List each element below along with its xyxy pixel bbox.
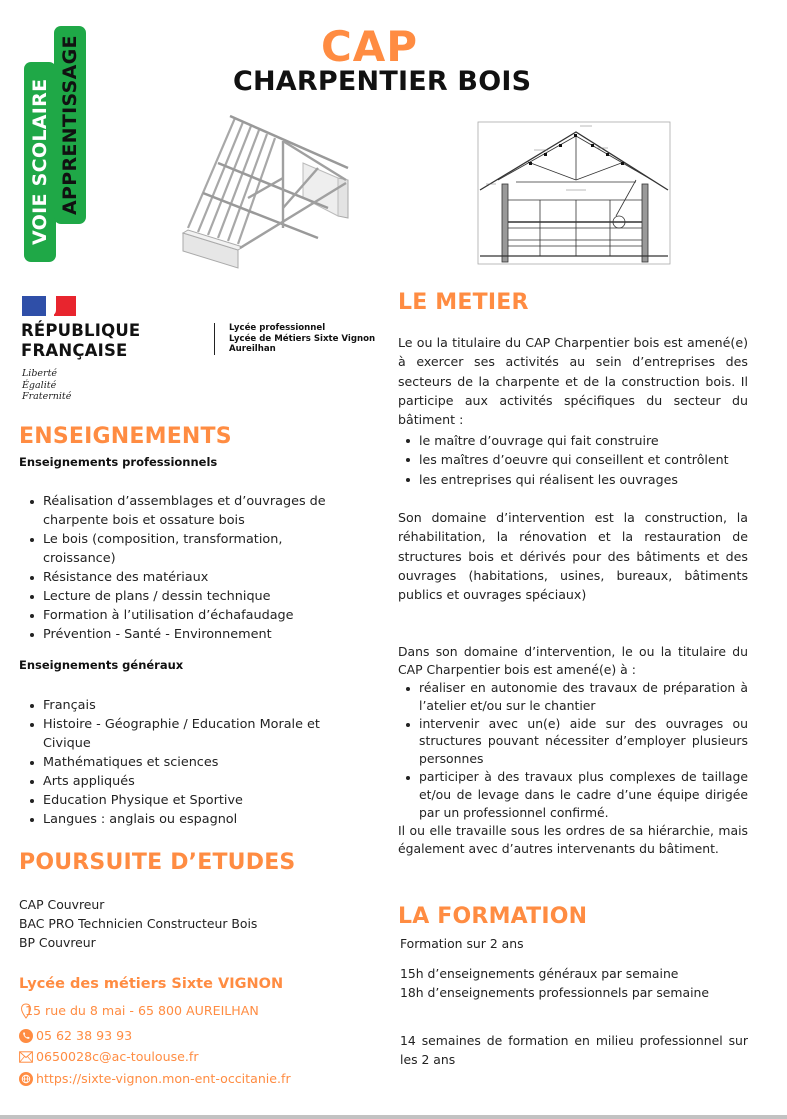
page-subtitle: CHARPENTIER BOIS xyxy=(233,66,532,97)
poursuite-heading: POURSUITE D’ETUDES xyxy=(19,850,296,875)
formation-stage: 14 semaines de formation en milieu professionnel sur les 2 ans xyxy=(400,1033,748,1067)
poursuite-list xyxy=(19,895,257,952)
formation-duree: Formation sur 2 ans xyxy=(400,936,524,951)
contact-website[interactable] xyxy=(19,1071,291,1086)
list-item: Prévention - Santé - Environnement xyxy=(22,625,367,644)
list-item: Arts appliqués xyxy=(22,772,367,791)
metier-conclusion: Il ou elle travaille sous les ordres de sa hiérarchie, mais également avec d’autres intervenants du bâtiment. xyxy=(398,823,748,856)
phone-text: 05 62 38 93 93 xyxy=(36,1028,133,1043)
list-item: Le bois (composition, transformation, croissance) xyxy=(22,530,367,568)
contact-phone[interactable] xyxy=(19,1028,132,1043)
list-item: le maître d’ouvrage qui fait construire xyxy=(398,431,748,450)
globe-icon xyxy=(19,1072,33,1086)
contact-school-name: Lycée des métiers Sixte VIGNON xyxy=(19,976,284,992)
list-item: Langues : anglais ou espagnol xyxy=(22,810,367,829)
list-item: Lecture de plans / dessin technique xyxy=(22,587,367,606)
formation-heures-pro: 18h d’enseignements professionnels par semaine xyxy=(400,985,710,1000)
school-line-1: Lycée professionnel xyxy=(229,323,326,333)
formation-heures-generales: 15h d’enseignements généraux par semaine xyxy=(400,966,679,981)
roof-truss-illustration xyxy=(178,108,363,270)
metier-dans-intro: Dans son domaine d’intervention, le ou la titulaire du CAP Charpentier bois est amené(e) à : xyxy=(398,644,748,677)
voie-scolaire-label: VOIE SCOLAIRE xyxy=(24,62,56,262)
metier-taches-list xyxy=(398,679,748,821)
list-item: Mathématiques et sciences xyxy=(22,753,367,772)
motto-fraternite: Fraternité xyxy=(22,391,72,402)
formation-heading: LA FORMATION xyxy=(398,904,588,929)
rf-line-2: FRANÇAISE xyxy=(21,341,128,360)
list-item: participer à des travaux plus complexes de taillage et/ou de levage dans le cadre d’une équipe dirigée par un professionnel confirmé. xyxy=(398,768,748,821)
contact-address xyxy=(19,1003,259,1018)
republique-francaise-name xyxy=(21,321,140,361)
location-pin-icon xyxy=(19,1004,33,1018)
list-item: réaliser en autonomie des travaux de préparation à l’atelier et/ou sur le chantier xyxy=(398,679,748,715)
title-cap: CAP xyxy=(320,22,419,71)
list-item: BAC PRO Technicien Constructeur Bois xyxy=(19,916,258,931)
list-item: BP Couvreur xyxy=(19,935,96,950)
marianne-flag-logo xyxy=(22,296,76,316)
list-item: Français xyxy=(22,696,367,715)
rf-line-1: RÉPUBLIQUE xyxy=(21,321,141,340)
contact-email[interactable] xyxy=(19,1049,199,1064)
list-item: CAP Couvreur xyxy=(19,897,105,912)
enseignements-gen-heading: Enseignements généraux xyxy=(19,658,184,672)
enseignements-gen-list xyxy=(22,696,367,829)
list-item: Réalisation d’assemblages et d’ouvrages de charpente bois et ossature bois xyxy=(22,492,367,530)
metier-actors-list xyxy=(398,431,748,489)
school-identifier xyxy=(214,323,375,355)
list-item: Formation à l’utilisation d’échafaudage xyxy=(22,606,367,625)
metier-domaine: Son domaine d’intervention est la construction, la réhabilitation, la rénovation et la restauration de structures bois et dérivés pour des bâtiments et des ouvrages (habitations, usines, bureaux, bâtiments publics et ouvrages spéciaux) xyxy=(398,510,748,603)
list-item: Résistance des matériaux xyxy=(22,568,367,587)
bottom-divider xyxy=(0,1115,787,1119)
enseignements-pro-list xyxy=(22,492,367,644)
list-item: Education Physique et Sportive xyxy=(22,791,367,810)
list-item: intervenir avec un(e) aide sur des ouvrages ou structures pouvant nécessiter d’employer plusieurs personnes xyxy=(398,715,748,768)
school-line-2: Lycée de Métiers Sixte Vignon xyxy=(229,333,376,344)
enseignements-heading: ENSEIGNEMENTS xyxy=(19,424,232,449)
apprentissage-label: APPRENTISSAGE xyxy=(54,26,86,224)
school-line-3: Aureilhan xyxy=(229,344,276,354)
motto-liberte: Liberté xyxy=(22,368,58,379)
page-title xyxy=(0,22,787,71)
mail-icon xyxy=(19,1050,33,1064)
motto-egalite: Égalité xyxy=(22,379,57,391)
enseignements-pro-heading: Enseignements professionnels xyxy=(19,455,218,469)
address-text: 15 rue du 8 mai - 65 800 AUREILHAN xyxy=(25,1003,259,1018)
republique-motto xyxy=(22,368,71,403)
phone-icon xyxy=(19,1029,33,1043)
list-item: les maîtres d’oeuvre qui conseillent et contrôlent xyxy=(398,450,748,469)
building-section-illustration xyxy=(476,120,672,266)
metier-heading: LE METIER xyxy=(398,290,529,315)
list-item: les entreprises qui réalisent les ouvrages xyxy=(398,470,748,489)
list-item: Histoire - Géographie / Education Morale et Civique xyxy=(22,715,367,753)
website-link[interactable]: https://sixte-vignon.mon-ent-occitanie.fr xyxy=(36,1071,291,1086)
metier-intro: Le ou la titulaire du CAP Charpentier bois est amené(e) à exercer ses activités au sein d’entreprises des secteurs de la charpente et de la construction bois. Il participe aux activités spécifiques du secteur du bâtiment : xyxy=(398,335,748,428)
email-text: 0650028c@ac-toulouse.fr xyxy=(36,1049,199,1064)
